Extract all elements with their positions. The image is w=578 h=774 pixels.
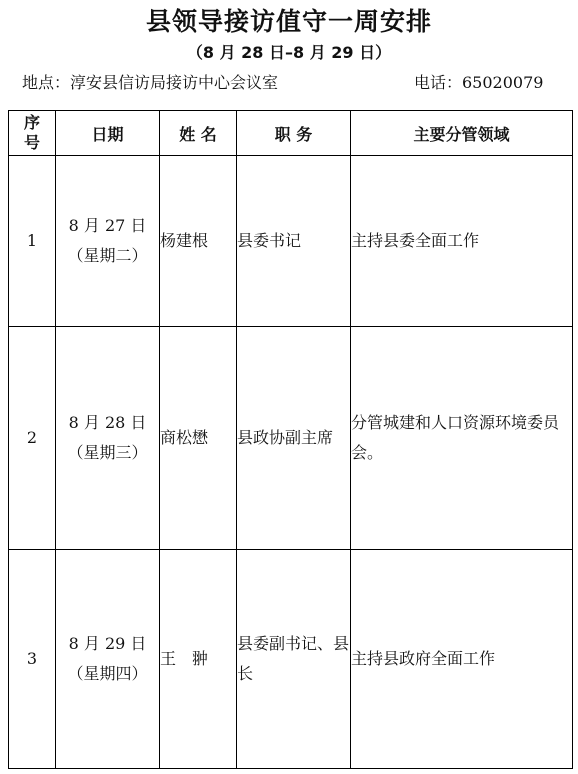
row-date-day: 8 月 27 日 bbox=[68, 216, 147, 235]
row-date-weekday: （星期四） bbox=[67, 664, 148, 683]
row-area: 主持县委全面工作 bbox=[351, 156, 573, 327]
header-position: 职 务 bbox=[237, 111, 351, 156]
header-seq bbox=[9, 111, 56, 156]
date-range-subtitle: （8 月 28 日–8 月 29 日） bbox=[186, 43, 392, 62]
location-text: 地点：淳安县信访局接访中心会议室 bbox=[22, 73, 279, 92]
row-seq: 3 bbox=[9, 550, 56, 769]
row-seq: 1 bbox=[9, 156, 56, 327]
row-date bbox=[56, 550, 160, 769]
table-row bbox=[9, 156, 573, 327]
row-seq: 2 bbox=[9, 327, 56, 550]
row-date bbox=[56, 156, 160, 327]
header-area: 主要分管领域 bbox=[351, 111, 573, 156]
row-position: 县委书记 bbox=[237, 156, 351, 327]
schedule-table bbox=[8, 110, 573, 769]
header-seq-line1: 序 bbox=[23, 113, 40, 132]
page-title: 县领导接访值守一周安排 bbox=[145, 7, 432, 36]
row-date-day: 8 月 28 日 bbox=[68, 413, 147, 432]
row-name: 商松懋 bbox=[160, 327, 237, 550]
table-row bbox=[9, 327, 573, 550]
row-name: 杨建根 bbox=[160, 156, 237, 327]
table-header-row bbox=[9, 111, 573, 156]
row-name: 王 翀 bbox=[160, 550, 237, 769]
row-area: 主持县政府全面工作 bbox=[351, 550, 573, 769]
header-name: 姓 名 bbox=[160, 111, 237, 156]
row-position: 县委副书记、县长 bbox=[237, 550, 351, 769]
header-seq-line2: 号 bbox=[23, 133, 40, 152]
row-date bbox=[56, 327, 160, 550]
table-row bbox=[9, 550, 573, 769]
row-area: 分管城建和人口资源环境委员会。 bbox=[351, 327, 573, 550]
row-position: 县政协副主席 bbox=[237, 327, 351, 550]
row-date-day: 8 月 29 日 bbox=[68, 634, 147, 653]
phone-text: 电话：65020079 bbox=[414, 73, 544, 92]
header-date: 日期 bbox=[56, 111, 160, 156]
row-date-weekday: （星期二） bbox=[67, 246, 148, 265]
row-date-weekday: （星期三） bbox=[67, 443, 148, 462]
